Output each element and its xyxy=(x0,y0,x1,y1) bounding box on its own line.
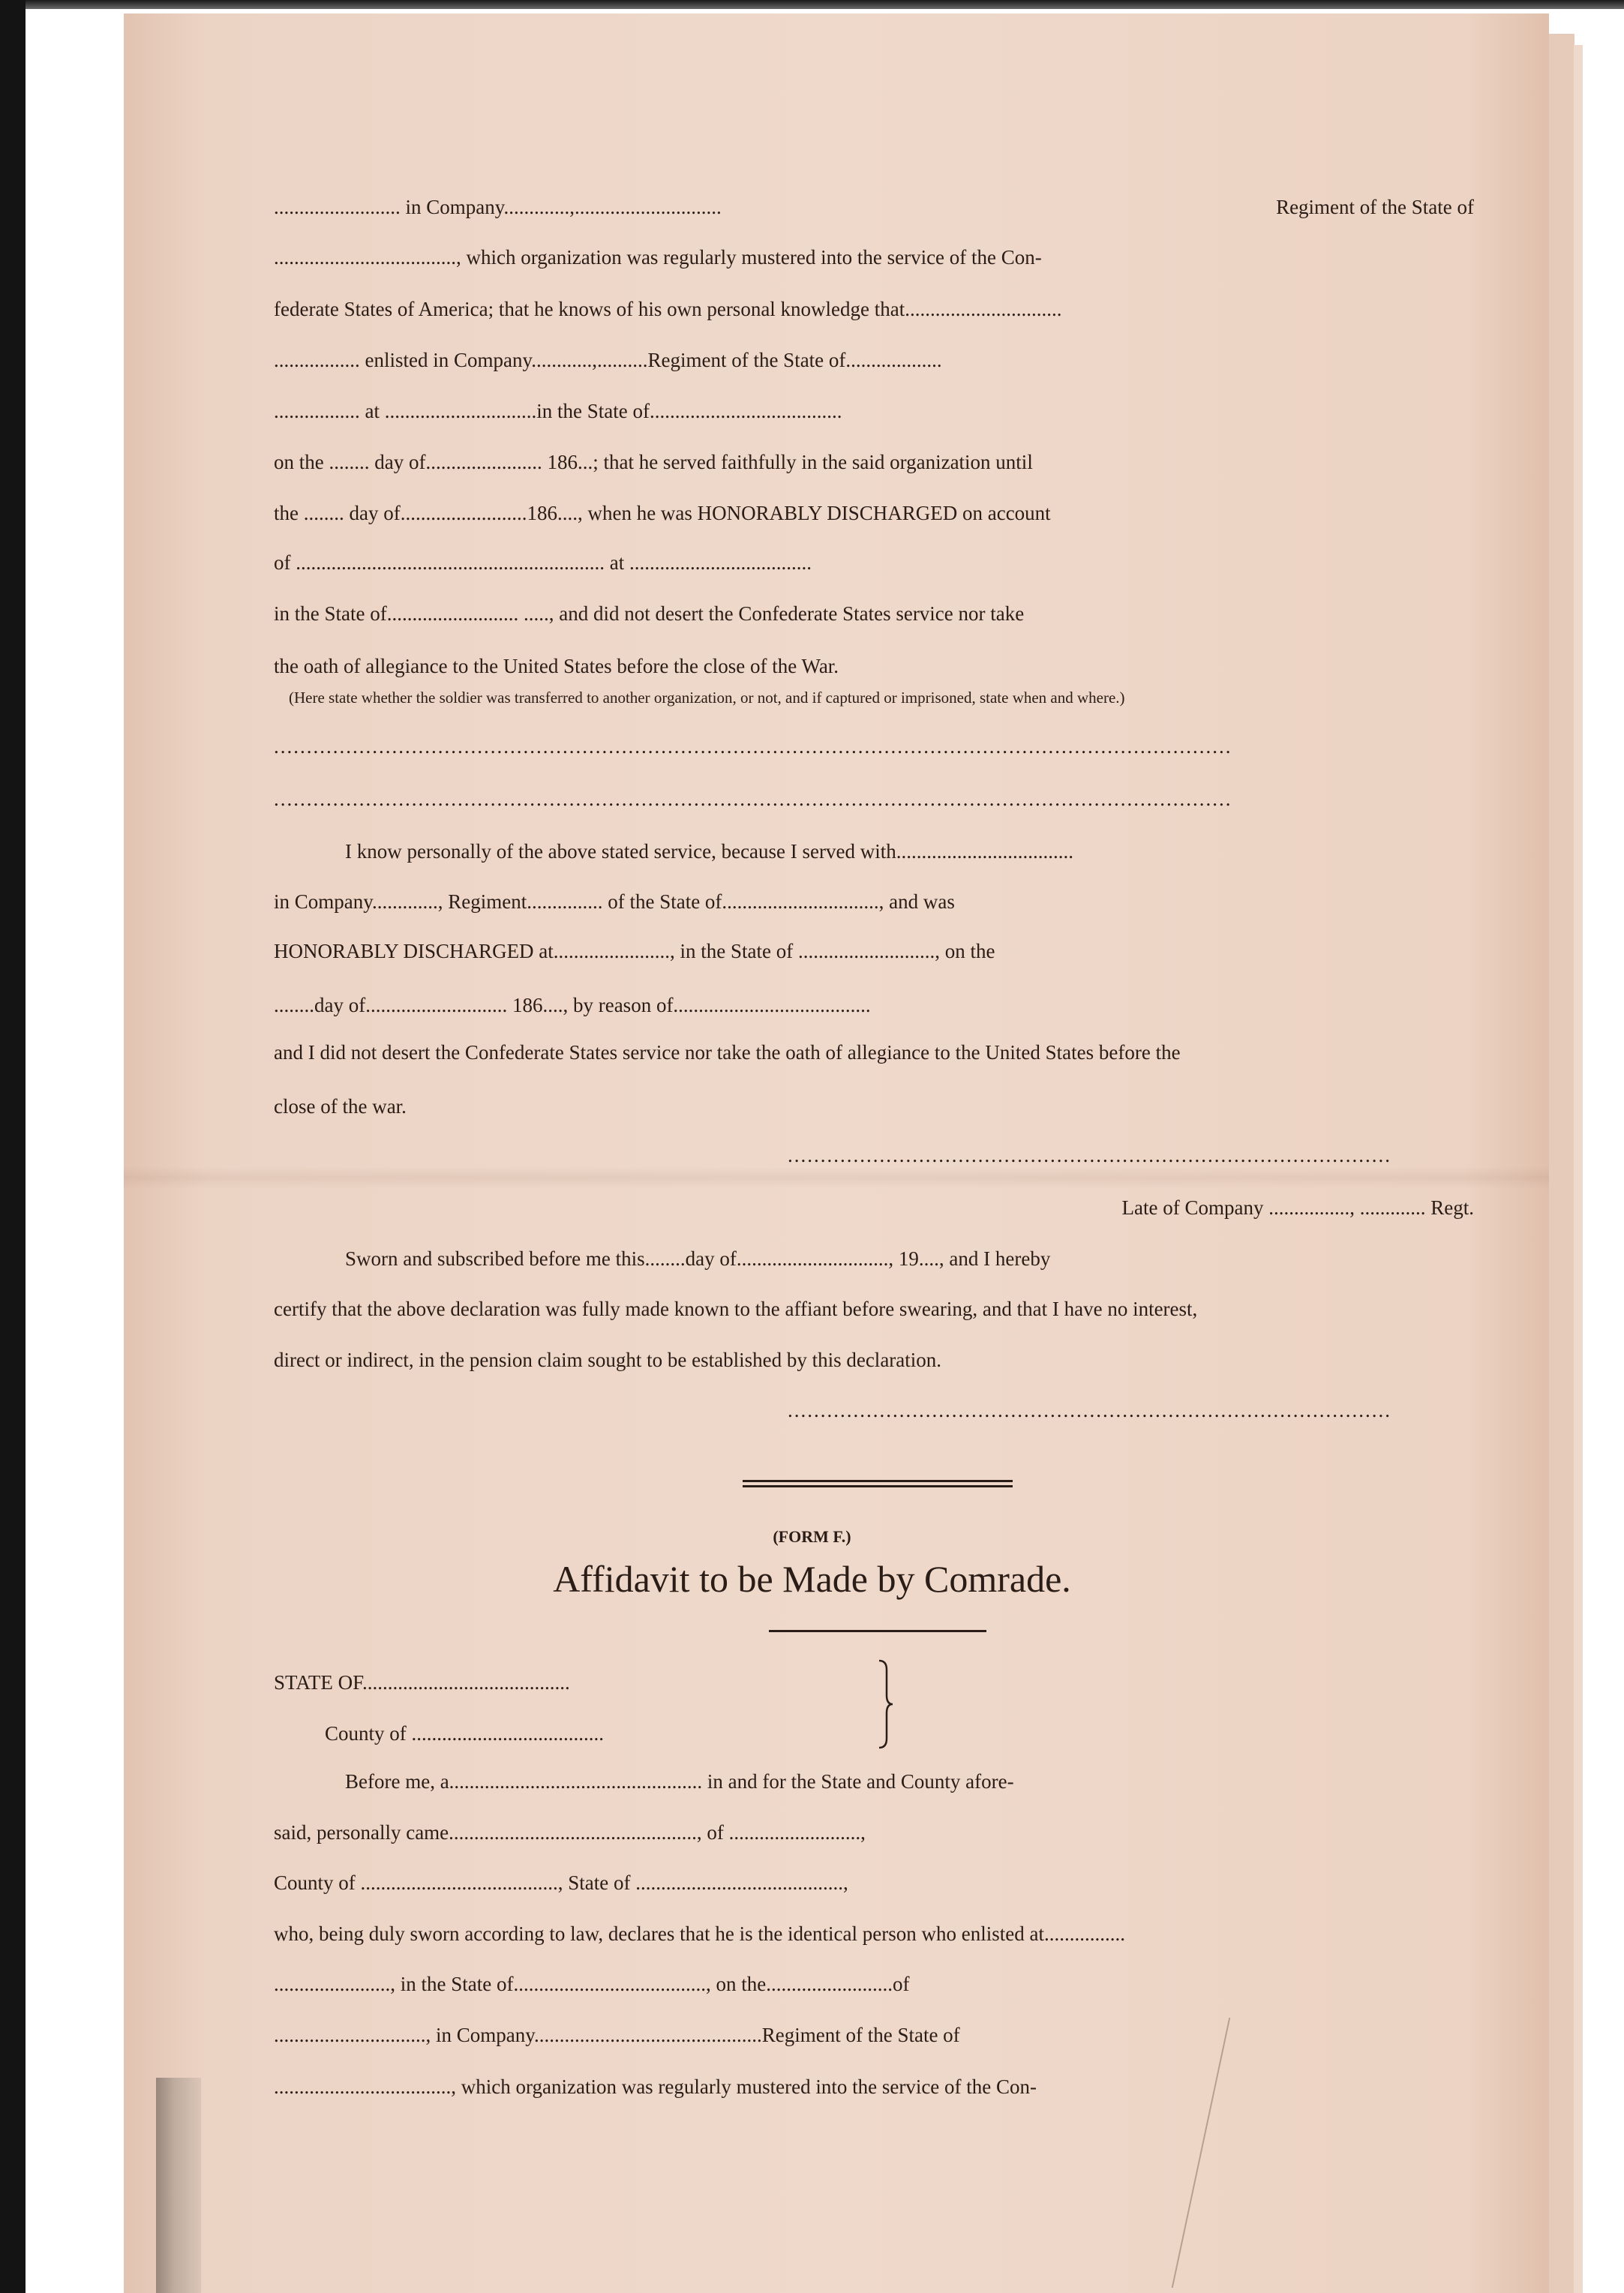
text-line: I know personally of the above stated service, because I served with................................... xyxy=(345,840,1073,863)
title-underline xyxy=(769,1630,986,1632)
text-line: ........day of............................ 186...., by reason of....................................... xyxy=(274,994,871,1016)
text-line: close of the war. xyxy=(274,1095,407,1118)
text-line: the oath of allegiance to the United States before the close of the War. xyxy=(274,655,839,677)
scan-top-edge xyxy=(0,0,1624,9)
instruction-note: (Here state whether the soldier was transferred to another organization, or not, and if captured or imprisoned, state when and where.) xyxy=(289,689,1125,707)
text-line: in the State of.......................... ....., and did not desert the Confederate States service nor take xyxy=(274,602,1025,625)
text-line: on the ........ day of....................... 186...; that he served faithfully in the said organization until xyxy=(274,451,1033,473)
underlying-sheet-edge xyxy=(1574,45,1583,2293)
county-of-line: County of ...................................... xyxy=(325,1722,605,1745)
text-line: ......................., in the State of......................................, on the.........................of xyxy=(274,1973,910,1995)
text-line: direct or indirect, in the pension claim sought to be established by this declaration. xyxy=(274,1349,942,1371)
text-line: .............................., in Company.............................................Regiment of the State of xyxy=(274,2024,960,2046)
text-line: the ........ day of.........................186...., when he was HONORABLY DISCHARGED on account xyxy=(274,502,1051,524)
paper-fold xyxy=(124,1166,1549,1189)
text-line: ................. enlisted in Company............,..........Regiment of the State of................... xyxy=(274,349,942,371)
blank-fill-line: .................................................................................................................................................. xyxy=(274,735,1232,758)
affiant-signature-line: ............................................................................................ xyxy=(788,1144,1391,1166)
text-line: in Company............., Regiment............... of the State of..............................., and was xyxy=(274,890,955,913)
text-line: County of ......................................., State of ........................................., xyxy=(274,1871,848,1894)
scan-left-edge xyxy=(0,0,26,2293)
venue-brace xyxy=(878,1659,894,1749)
text-line: federate States of America; that he knows of his own personal knowledge that............................... xyxy=(274,298,1062,320)
text-line: said, personally came................................................., of .........................., xyxy=(274,1821,866,1844)
section-divider xyxy=(743,1480,1013,1487)
official-signature-line: ............................................................................................ xyxy=(788,1399,1391,1421)
text-line: who, being duly sworn according to law, declares that he is the identical person who enlisted at................ xyxy=(274,1922,1125,1945)
venue-block xyxy=(274,1661,896,1748)
text-line: Before me, a.................................................. in and for the State and County afore- xyxy=(345,1770,1014,1793)
form-label: (FORM F.) xyxy=(773,1527,851,1546)
text-line: Sworn and subscribed before me this........day of.............................., 19...., and I hereby xyxy=(345,1247,1051,1270)
text-line: ...................................., which organization was regularly mustered into the service of the Con- xyxy=(274,246,1042,269)
text-line: and I did not desert the Confederate States service nor take the oath of allegiance to the United States before the xyxy=(274,1041,1181,1064)
form-title: Affidavit to be Made by Comrade. xyxy=(553,1558,1071,1600)
text-line: ................. at ..............................in the State of...................................... xyxy=(274,400,842,422)
text-line: ......................... in Company.............,............................. Regiment of the State of xyxy=(274,196,1474,218)
text-line: HONORABLY DISCHARGED at......................., in the State of ..........................., on the xyxy=(274,940,995,962)
late-of-company-line: Late of Company ................, ............. Regt. xyxy=(1121,1196,1474,1219)
text-line: ..................................., which organization was regularly mustered into the service of the Con- xyxy=(274,2075,1037,2098)
paper-binding xyxy=(156,2078,201,2293)
state-of-line: STATE OF......................................... xyxy=(274,1671,570,1694)
blank-fill-line: .................................................................................................................................................. xyxy=(274,788,1232,810)
text-line: of ............................................................. at .................................... xyxy=(274,551,812,574)
text-line: certify that the above declaration was fully made known to the affiant before swearing, and that I have no interest, xyxy=(274,1298,1198,1320)
